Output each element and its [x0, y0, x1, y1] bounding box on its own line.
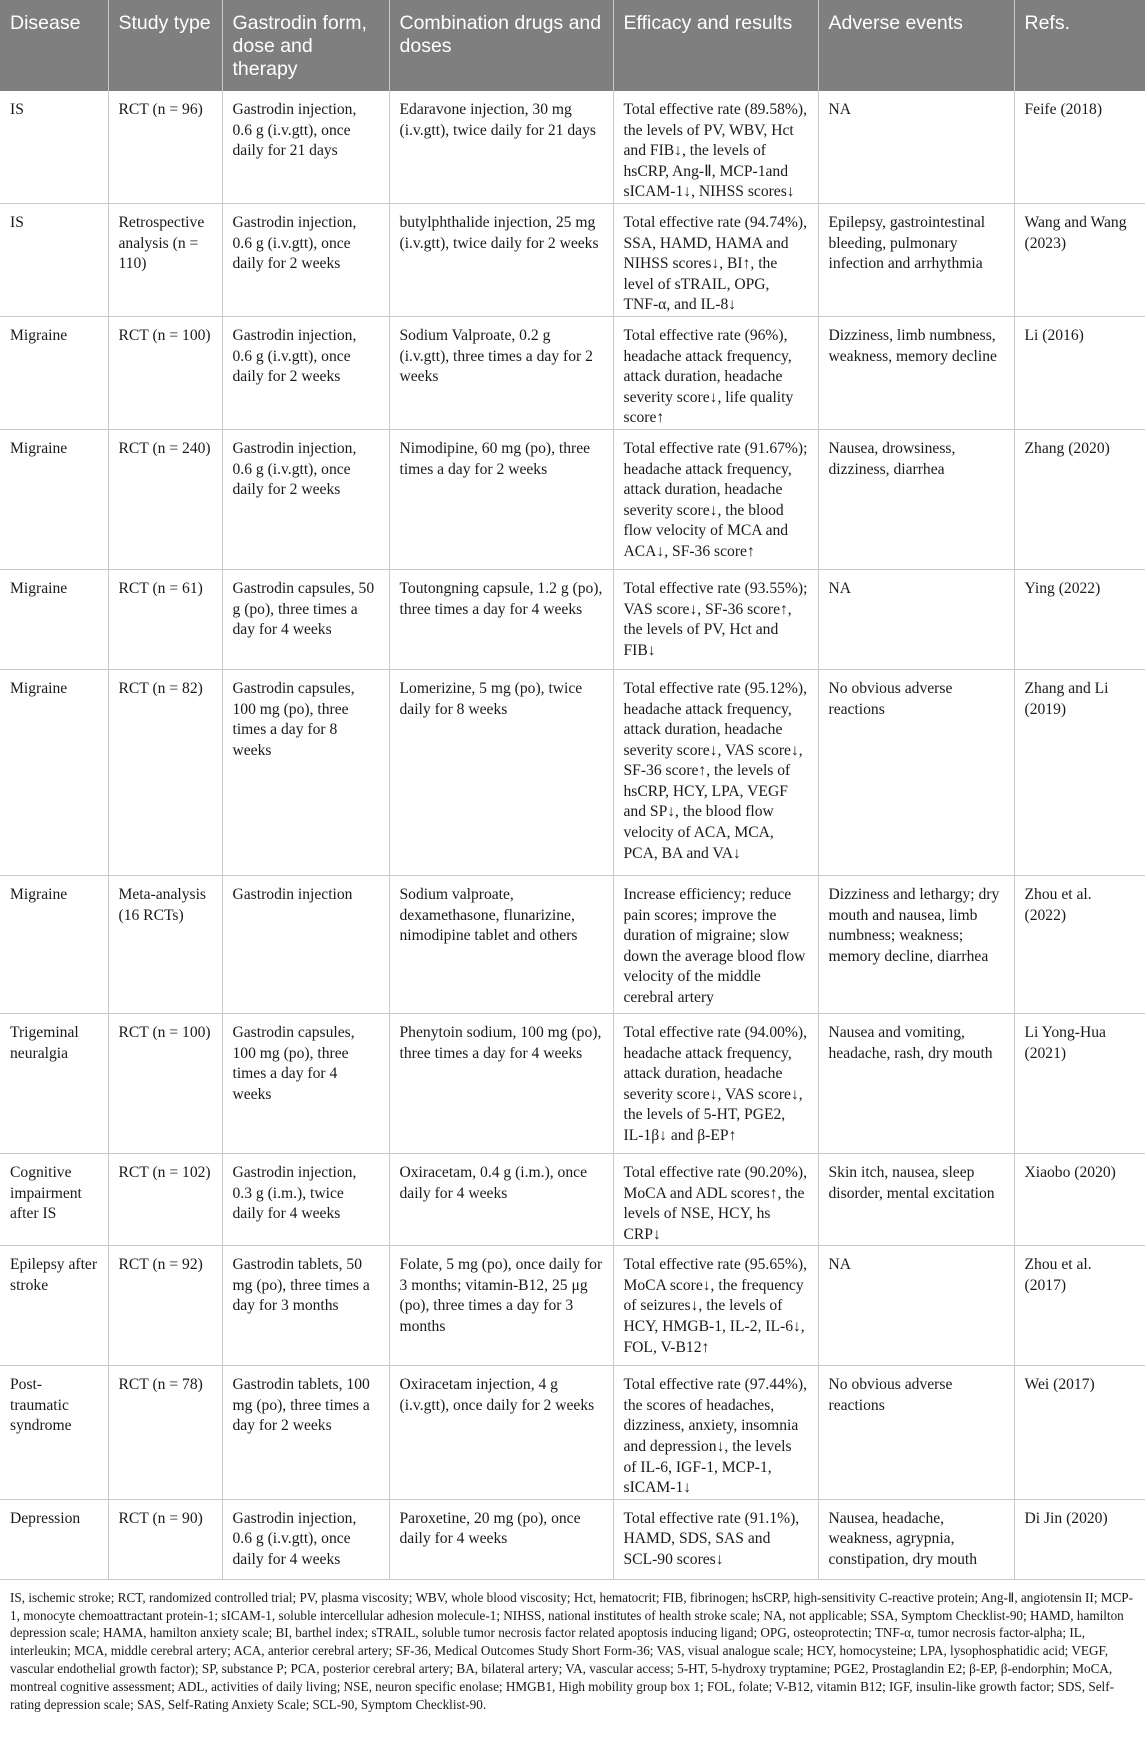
cell-combination: Sodium Valproate, 0.2 g (i.v.gtt), three times a day for 2 weeks [389, 316, 613, 429]
table-row [0, 875, 1145, 1013]
cell-disease: Migraine [0, 569, 108, 669]
cell-study-type: RCT (n = 90) [108, 1499, 222, 1579]
cell-refs: Xiaobo (2020) [1014, 1153, 1145, 1245]
cell-combination: Toutongning capsule, 1.2 g (po), three times a day for 4 weeks [389, 569, 613, 669]
cell-adverse: Nausea and vomiting, headache, rash, dry mouth [818, 1013, 1014, 1153]
cell-disease: Migraine [0, 316, 108, 429]
cell-study-type: RCT (n = 240) [108, 429, 222, 569]
cell-efficacy: Total effective rate (96%), headache attack frequency, attack duration, headache severity score↓, life quality score↑ [613, 316, 818, 429]
cell-efficacy: Total effective rate (89.58%), the levels of PV, WBV, Hct and FIB↓, the levels of hsCRP, Ang-Ⅱ, MCP-1and sICAM-1↓, NIHSS scores↓ [613, 91, 818, 203]
cell-combination: Nimodipine, 60 mg (po), three times a day for 2 weeks [389, 429, 613, 569]
cell-refs: Ying (2022) [1014, 569, 1145, 669]
cell-refs: Li (2016) [1014, 316, 1145, 429]
cell-refs: Zhang (2020) [1014, 429, 1145, 569]
cell-refs: Zhou et al. (2022) [1014, 875, 1145, 1013]
table-footnote: IS, ischemic stroke; RCT, randomized controlled trial; PV, plasma viscosity; WBV, whole blood viscosity; Hct, hematocrit; FIB, fibrinogen; hsCRP, high-sensitivity C-reactive protein; Ang-Ⅱ, angiotensin II; MCP-1, monocyte chemoattractant protein-1; sICAM-1, soluble intercellular adhesion molecule-1; NIHSS, national institutes of health stroke scale; NA, not applicable; SSA, Symptom Checklist-90; HAMD, hamilton depression scale; HAMA, hamilton anxiety scale; BI, barthel index; sTRAIL, soluble tumor necrosis factor related apoptosis inducing ligand; OPG, osteoprotectin; TNF-α, tumor necrosis factor-alpha; IL, interleukin; MCA, middle cerebral artery; ACA, anterior cerebral artery; SF-36, Medical Outcomes Study Short Form-36; VAS, visual analogue scale; HCY, homocysteine; LPA, lysophosphatidic acid; VEGF, vascular endothelial growth factor); SP, substance P; PCA, posterior cerebral artery; BA, bilateral artery; VA, vascular access; 5-HT, 5-hydroxy tryptamine; PGE2, Prostaglandin E2; β-EP, β-endorphin; MoCA, montreal cognitive assessment; ADL, activities of daily living; NSE, neuron specific enolase; HMGB1, High mobility group box 1; FOL, folate; V-B12, vitamin B12; IGF, insulin-like growth factor; SDS, Self-rating depression scale; SAS, Self-Rating Anxiety Scale; SCL-90, Symptom Checklist-90. [10, 1589, 1134, 1712]
cell-efficacy: Total effective rate (91.1%), HAMD, SDS, SAS and SCL-90 scores↓ [613, 1499, 818, 1579]
cell-gastrodin: Gastrodin injection, 0.6 g (i.v.gtt), once daily for 2 weeks [222, 203, 389, 316]
table-row [0, 569, 1145, 669]
cell-gastrodin: Gastrodin tablets, 50 mg (po), three times a day for 3 months [222, 1246, 389, 1366]
cell-efficacy: Increase efficiency; reduce pain scores; improve the duration of migraine; slow down the average blood flow velocity of the middle cerebral artery [613, 875, 818, 1013]
cell-study-type: RCT (n = 82) [108, 669, 222, 875]
cell-combination: Edaravone injection, 30 mg (i.v.gtt), twice daily for 21 days [389, 91, 613, 203]
table-body [0, 91, 1145, 1579]
cell-combination: Sodium valproate, dexamethasone, flunarizine, nimodipine tablet and others [389, 875, 613, 1013]
cell-adverse: Epilepsy, gastrointestinal bleeding, pulmonary infection and arrhythmia [818, 203, 1014, 316]
cell-efficacy: Total effective rate (91.67%); headache attack frequency, attack duration, headache severity score↓, the blood flow velocity of MCA and ACA↓, SF-36 score↑ [613, 429, 818, 569]
cell-disease: Cognitive impairment after IS [0, 1153, 108, 1245]
cell-refs: Di Jin (2020) [1014, 1499, 1145, 1579]
cell-study-type: RCT (n = 96) [108, 91, 222, 203]
cell-gastrodin: Gastrodin capsules, 100 mg (po), three times a day for 4 weeks [222, 1013, 389, 1153]
cell-combination: Oxiracetam injection, 4 g (i.v.gtt), once daily for 2 weeks [389, 1366, 613, 1500]
cell-efficacy: Total effective rate (90.20%), MoCA and ADL scores↑, the levels of NSE, HCY, hs CRP↓ [613, 1153, 818, 1245]
cell-adverse: No obvious adverse reactions [818, 669, 1014, 875]
cell-refs: Zhou et al. (2017) [1014, 1246, 1145, 1366]
cell-adverse: Skin itch, nausea, sleep disorder, mental excitation [818, 1153, 1014, 1245]
cell-study-type: RCT (n = 78) [108, 1366, 222, 1500]
cell-combination: butylphthalide injection, 25 mg (i.v.gtt), twice daily for 2 weeks [389, 203, 613, 316]
header-row [0, 0, 1145, 91]
table-row [0, 669, 1145, 875]
table-row [0, 1013, 1145, 1153]
cell-study-type: Meta-analysis (16 RCTs) [108, 875, 222, 1013]
cell-refs: Feife (2018) [1014, 91, 1145, 203]
header-efficacy: Efficacy and results [613, 0, 818, 91]
cell-efficacy: Total effective rate (95.12%), headache attack frequency, attack duration, headache severity score↓, VAS score↓, SF-36 score↑, the levels of hsCRP, HCY, LPA, VEGF and SP↓, the blood flow velocity of ACA, MCA, PCA, BA and VA↓ [613, 669, 818, 875]
cell-efficacy: Total effective rate (94.00%), headache attack frequency, attack duration, headache severity score↓, VAS score↓, the levels of 5-HT, PGE2, IL-1β↓ and β-EP↑ [613, 1013, 818, 1153]
cell-refs: Li Yong-Hua (2021) [1014, 1013, 1145, 1153]
cell-adverse: No obvious adverse reactions [818, 1366, 1014, 1500]
cell-gastrodin: Gastrodin injection, 0.6 g (i.v.gtt), once daily for 2 weeks [222, 429, 389, 569]
cell-gastrodin: Gastrodin injection [222, 875, 389, 1013]
cell-gastrodin: Gastrodin injection, 0.3 g (i.m.), twice daily for 4 weeks [222, 1153, 389, 1245]
table-row [0, 91, 1145, 203]
cell-study-type: RCT (n = 100) [108, 1013, 222, 1153]
table-row [0, 429, 1145, 569]
cell-gastrodin: Gastrodin injection, 0.6 g (i.v.gtt), once daily for 21 days [222, 91, 389, 203]
cell-study-type: RCT (n = 100) [108, 316, 222, 429]
header-adverse-events: Adverse events [818, 0, 1014, 91]
table-row [0, 1499, 1145, 1579]
cell-disease: Migraine [0, 429, 108, 569]
cell-disease: Post-traumatic syndrome [0, 1366, 108, 1500]
cell-efficacy: Total effective rate (94.74%), SSA, HAMD, HAMA and NIHSS scores↓, BI↑, the level of sTRAIL, OPG, TNF-α, and IL-8↓ [613, 203, 818, 316]
table-row [0, 316, 1145, 429]
cell-disease: Trigeminal neuralgia [0, 1013, 108, 1153]
cell-efficacy: Total effective rate (95.65%), MoCA score↓, the frequency of seizures↓, the levels of HCY, HMGB-1, IL-2, IL-6↓, FOL, V-B12↑ [613, 1246, 818, 1366]
cell-adverse: NA [818, 569, 1014, 669]
cell-gastrodin: Gastrodin injection, 0.6 g (i.v.gtt), once daily for 4 weeks [222, 1499, 389, 1579]
cell-study-type: RCT (n = 61) [108, 569, 222, 669]
cell-adverse: NA [818, 1246, 1014, 1366]
cell-gastrodin: Gastrodin tablets, 100 mg (po), three times a day for 2 weeks [222, 1366, 389, 1500]
cell-combination: Lomerizine, 5 mg (po), twice daily for 8 weeks [389, 669, 613, 875]
table-row [0, 1246, 1145, 1366]
cell-adverse: Dizziness and lethargy; dry mouth and nausea, limb numbness; weakness; memory decline, diarrhea [818, 875, 1014, 1013]
table-row [0, 203, 1145, 316]
cell-study-type: Retrospective analysis (n = 110) [108, 203, 222, 316]
cell-disease: Epilepsy after stroke [0, 1246, 108, 1366]
cell-adverse: Nausea, headache, weakness, agrypnia, constipation, dry mouth [818, 1499, 1014, 1579]
cell-combination: Phenytoin sodium, 100 mg (po), three times a day for 4 weeks [389, 1013, 613, 1153]
cell-adverse: NA [818, 91, 1014, 203]
cell-disease: Migraine [0, 669, 108, 875]
header-study-type: Study type [108, 0, 222, 91]
cell-study-type: RCT (n = 92) [108, 1246, 222, 1366]
header-combination: Combination drugs and doses [389, 0, 613, 91]
cell-adverse: Nausea, drowsiness, dizziness, diarrhea [818, 429, 1014, 569]
table-row [0, 1366, 1145, 1500]
cell-disease: IS [0, 91, 108, 203]
cell-gastrodin: Gastrodin capsules, 100 mg (po), three times a day for 8 weeks [222, 669, 389, 875]
cell-refs: Zhang and Li (2019) [1014, 669, 1145, 875]
cell-study-type: RCT (n = 102) [108, 1153, 222, 1245]
cell-refs: Wang and Wang (2023) [1014, 203, 1145, 316]
header-gastrodin: Gastrodin form, dose and therapy [222, 0, 389, 91]
cell-adverse: Dizziness, limb numbness, weakness, memory decline [818, 316, 1014, 429]
header-refs: Refs. [1014, 0, 1145, 91]
table-header [0, 0, 1145, 91]
cell-disease: Depression [0, 1499, 108, 1579]
cell-combination: Folate, 5 mg (po), once daily for 3 months; vitamin-B12, 25 μg (po), three times a day for 3 months [389, 1246, 613, 1366]
cell-refs: Wei (2017) [1014, 1366, 1145, 1500]
cell-combination: Oxiracetam, 0.4 g (i.m.), once daily for 4 weeks [389, 1153, 613, 1245]
cell-efficacy: Total effective rate (93.55%); VAS score↓, SF-36 score↑, the levels of PV, Hct and FIB↓ [613, 569, 818, 669]
table-row [0, 1153, 1145, 1245]
header-disease: Disease [0, 0, 108, 91]
cell-gastrodin: Gastrodin injection, 0.6 g (i.v.gtt), once daily for 2 weeks [222, 316, 389, 429]
cell-combination: Paroxetine, 20 mg (po), once daily for 4 weeks [389, 1499, 613, 1579]
cell-gastrodin: Gastrodin capsules, 50 g (po), three times a day for 4 weeks [222, 569, 389, 669]
cell-disease: Migraine [0, 875, 108, 1013]
cell-disease: IS [0, 203, 108, 316]
cell-efficacy: Total effective rate (97.44%), the scores of headaches, dizziness, anxiety, insomnia and depression↓, the levels of IL-6, IGF-1, MCP-1, sICAM-1↓ [613, 1366, 818, 1500]
